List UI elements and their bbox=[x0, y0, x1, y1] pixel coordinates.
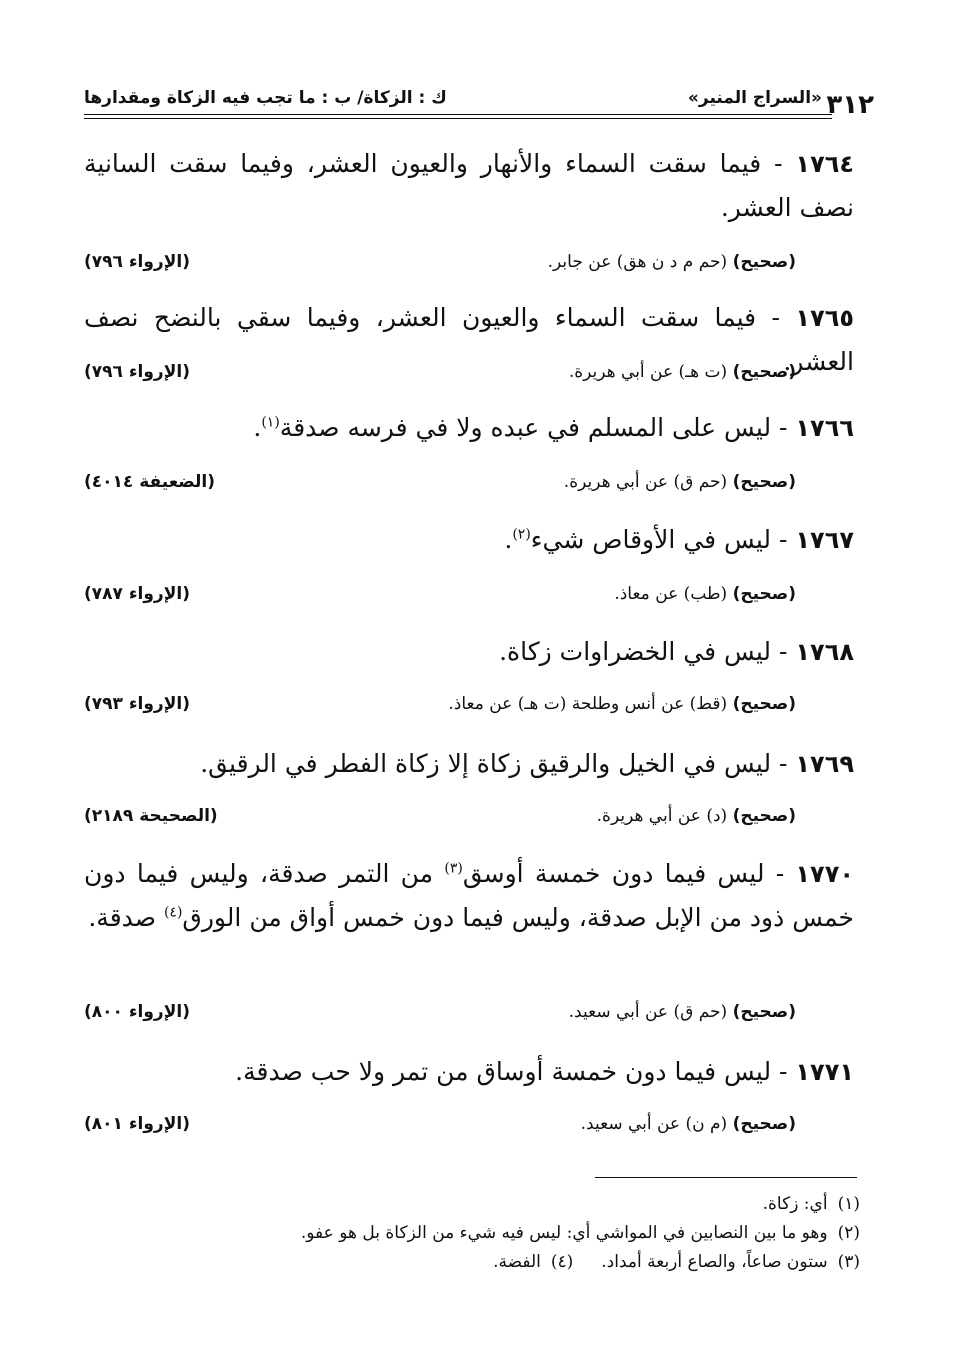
hadith-number: ١٧٦٧ bbox=[795, 526, 854, 554]
hadith-source: (حم م د ن هق) عن جابر. bbox=[547, 252, 728, 272]
hadith-source-1770 bbox=[84, 1002, 796, 1030]
hadith-grade: (صحيح) bbox=[732, 1002, 796, 1022]
hadith-source: (د) عن أبي هريرة. bbox=[596, 806, 728, 826]
hadith-source-1769 bbox=[84, 806, 796, 834]
footnote-1 bbox=[180, 1190, 860, 1219]
hadith-reference: (الضعيفة ٤٠١٤) bbox=[84, 472, 216, 492]
hadith-text: ١٧٦٥ - فيما سقت السماء والعيون العشر، وفيما سقي بالنضح نصف العشر. bbox=[84, 303, 855, 376]
hadith-grade: (صحيح) bbox=[732, 252, 796, 272]
hadith-source: (طب) عن معاذ. bbox=[614, 584, 728, 604]
footnote-rule bbox=[595, 1177, 857, 1178]
hadith-1766 bbox=[84, 406, 854, 450]
footnote-text: ستون صاعاً، والصاع أربعة أمداد. bbox=[601, 1252, 828, 1272]
hadith-number: ١٧٦٩ bbox=[795, 750, 854, 778]
running-header bbox=[84, 84, 874, 120]
hadith-text: ١٧٦٤ - فيما سقت السماء والأنهار والعيون العشر، وفيما سقت السانية نصف العشر. bbox=[84, 149, 855, 222]
hadith-source-1765 bbox=[84, 362, 796, 390]
hadith-1764 bbox=[84, 142, 854, 230]
book-title: «السراج المنير» bbox=[687, 88, 822, 108]
footnote-number: (٤) bbox=[550, 1252, 574, 1272]
hadith-reference: (الإرواء ٧٩٣) bbox=[84, 694, 190, 714]
hadith-source-1766 bbox=[84, 472, 796, 500]
hadith-text: ١٧٧٠ - ليس فيما دون خمسة أوسق$^{(٣)}$ من التمر صدقة، وليس فيما دون خمس ذود من الإبل صدقة، وليس فيما دون خمس أواق من الورق$^{(٤)}$ صدقة. bbox=[84, 859, 854, 932]
hadith-grade: (صحيح) bbox=[732, 806, 796, 826]
hadith-source: (ت هـ) عن أبي هريرة. bbox=[568, 362, 728, 382]
hadith-1767 bbox=[84, 518, 854, 562]
hadith-reference: (الإرواء ٧٨٧) bbox=[84, 584, 190, 604]
hadith-reference: (الإرواء ٧٩٦) bbox=[84, 252, 190, 272]
hadith-grade: (صحيح) bbox=[732, 362, 796, 382]
hadith-number: ١٧٦٤ bbox=[795, 150, 855, 178]
hadith-reference: (الإرواء ٧٩٦) bbox=[84, 362, 190, 382]
footnote-marker: (٢) bbox=[512, 526, 531, 543]
footnote-number: (١) bbox=[837, 1194, 860, 1214]
hadith-text: ١٧٦٧ - ليس في الأوقاص شيء$^{(٢)}$. bbox=[504, 525, 854, 554]
footnote-number: (٣) bbox=[837, 1252, 860, 1272]
hadith-text: ١٧٦٦ - ليس على المسلم في عبده ولا في فرسه صدقة$^{(١)}$. bbox=[253, 413, 854, 442]
header-rule-thin bbox=[84, 118, 832, 119]
hadith-source: (م ن) عن أبي سعيد. bbox=[580, 1114, 728, 1134]
footnote-number: (٢) bbox=[837, 1223, 860, 1243]
chapter-title: ك : الزكاة/ ب : ما تجب فيه الزكاة ومقدارها bbox=[84, 88, 447, 108]
hadith-text: ١٧٦٩ - ليس في الخيل والرقيق زكاة إلا زكاة الفطر في الرقيق. bbox=[200, 749, 854, 778]
footnote-2 bbox=[180, 1219, 860, 1248]
hadith-source: (حم ق) عن أبي هريرة. bbox=[563, 472, 728, 492]
hadith-source: (قط) عن أنس وطلحة (ت هـ) عن معاذ. bbox=[448, 694, 728, 714]
footnote-text: الفضة. bbox=[493, 1252, 541, 1272]
hadith-reference: (الصحيحة ٢١٨٩) bbox=[84, 806, 218, 826]
hadith-grade: (صحيح) bbox=[732, 694, 796, 714]
footnote-marker: (٤) bbox=[163, 904, 183, 921]
hadith-1768 bbox=[84, 630, 854, 674]
footnote-3 bbox=[180, 1248, 860, 1277]
hadith-source-1764 bbox=[84, 252, 796, 280]
hadith-number: ١٧٦٦ bbox=[795, 414, 854, 442]
hadith-grade: (صحيح) bbox=[732, 584, 796, 604]
hadith-1769 bbox=[84, 742, 854, 786]
hadith-grade: (صحيح) bbox=[732, 472, 796, 492]
hadith-grade: (صحيح) bbox=[732, 1114, 796, 1134]
hadith-source-1771 bbox=[84, 1114, 796, 1142]
hadith-number: ١٧٦٥ bbox=[795, 304, 855, 332]
hadith-number: ١٧٦٨ bbox=[795, 638, 854, 666]
header-rule bbox=[84, 114, 832, 115]
hadith-number: ١٧٧١ bbox=[795, 1058, 854, 1086]
hadith-source: (حم ق) عن أبي سعيد. bbox=[568, 1002, 728, 1022]
footnote-marker: (١) bbox=[261, 414, 280, 431]
hadith-1770 bbox=[84, 852, 854, 940]
hadith-text: ١٧٦٨ - ليس في الخضراوات زكاة. bbox=[499, 637, 854, 666]
hadith-number: ١٧٧٠ bbox=[795, 860, 854, 888]
page-number: ٣١٢ bbox=[826, 90, 874, 120]
hadith-1771 bbox=[84, 1050, 854, 1094]
hadith-source-1767 bbox=[84, 584, 796, 612]
hadith-source-1768 bbox=[84, 694, 796, 722]
footnote-marker: (٣) bbox=[444, 860, 463, 877]
footnote-text: وهو ما بين النصابين في المواشي أي: ليس فيه شيء من الزكاة بل هو عفو. bbox=[300, 1223, 828, 1243]
hadith-reference: (الإرواء ٨٠٠) bbox=[84, 1002, 190, 1022]
footnotes bbox=[180, 1190, 860, 1277]
hadith-reference: (الإرواء ٨٠١) bbox=[84, 1114, 190, 1134]
hadith-text: ١٧٧١ - ليس فيما دون خمسة أوساق من تمر ولا حب صدقة. bbox=[235, 1057, 854, 1086]
footnote-text: أي: زكاة. bbox=[762, 1194, 828, 1214]
